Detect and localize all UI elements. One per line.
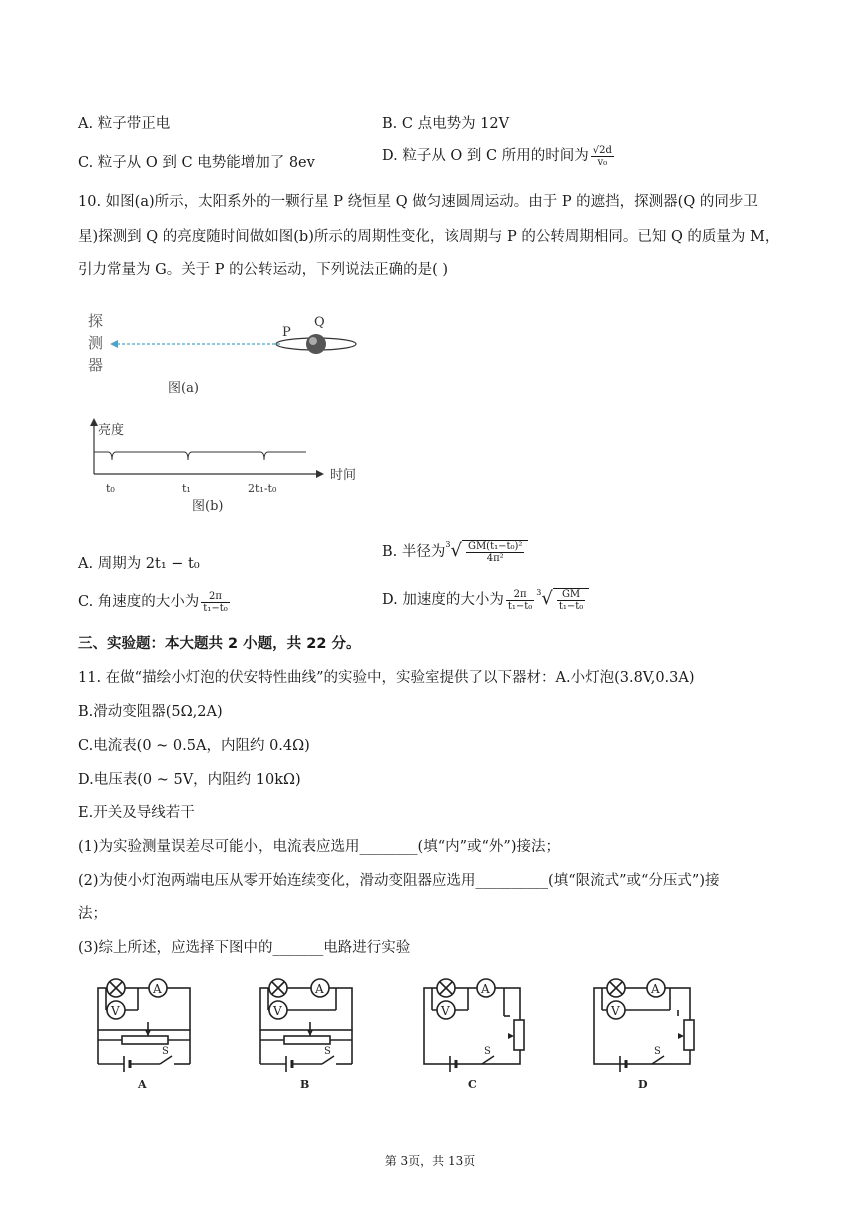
y-axis-arrow-icon: [90, 418, 98, 426]
ammeter-label: A: [651, 982, 660, 996]
q10-option-a: A. 周期为 2t₁ − t₀: [78, 556, 200, 572]
star-q-label: Q: [314, 315, 325, 330]
page-footer: 第 3页，共 13页: [384, 1154, 476, 1168]
radical-index: 3: [536, 588, 542, 597]
switch-icon: [160, 1056, 172, 1064]
circuit-label-a: A: [138, 1078, 147, 1091]
circuit-diagrams: [90, 972, 770, 1092]
fraction-numerator: √2d: [592, 144, 612, 156]
switch-label: S: [654, 1046, 661, 1057]
q11-subquestion-1: (1)为实验测量误差尽可能小，电流表应选用________(填“内”或“外”)接法；: [78, 839, 561, 855]
x-axis-label: 时间: [330, 468, 357, 483]
radical-sign-icon: √: [541, 588, 553, 609]
voltmeter-label: V: [111, 1004, 120, 1018]
voltmeter-label: V: [273, 1004, 282, 1018]
q10-stem-line-1: 10. 如图(a)所示，太阳系外的一颗行星 P 绕恒星 Q 做匀速圆周运动。由于 P 的遮挡，探测器(Q 的同步卫: [78, 194, 758, 210]
radicand-fraction: [557, 589, 585, 612]
circuit-a: [98, 979, 190, 1091]
q10-option-c-prefix: C. 角速度的大小为: [78, 594, 200, 610]
q10-option-b: [382, 540, 528, 564]
circuit-c: [424, 979, 524, 1091]
voltmeter-label: V: [441, 1004, 450, 1018]
q10-option-b-prefix: B. 半径为: [382, 544, 446, 560]
fraction-denominator: v₀: [597, 156, 608, 168]
switch-icon: [482, 1056, 494, 1064]
fraction-numerator: GM(t₁−t₀)²: [467, 541, 523, 552]
q11-item-e: E.开关及导线若干: [78, 805, 195, 821]
radicand: [553, 588, 589, 612]
q9-option-c: C. 粒子从 O 到 C 电势能增加了 8ev: [78, 155, 315, 171]
circuit-d: [594, 979, 694, 1091]
fraction-numerator: 2π: [506, 589, 534, 601]
switch-icon: [322, 1056, 334, 1064]
radical-sign-icon: √: [450, 540, 462, 561]
figure-a-detector-char-2: 测: [88, 334, 104, 352]
q10-stem-line-3: 引力常量为 G。关于 P 的公转运动，下列说法正确的是( ): [78, 262, 449, 278]
tick-label-t1: t₁: [182, 482, 191, 495]
q10-option-d: [382, 588, 589, 612]
fraction-denominator: t₁−t₀: [507, 600, 533, 612]
fraction-numerator: GM: [557, 589, 585, 601]
switch-icon: [652, 1056, 664, 1064]
q9-option-d-fraction: [591, 145, 614, 168]
star-q-highlight: [309, 337, 317, 345]
circuit-label-d: D: [638, 1078, 648, 1091]
q9-option-d-prefix: D. 粒子从 O 到 C 所用的时间为: [382, 148, 589, 164]
q10-stem-line-2: 星)探测到 Q 的亮度随时间做如图(b)所示的周期性变化，该周期与 P 的公转周期相同。已知 Q 的质量为 M，: [78, 229, 780, 245]
y-axis-label: 亮度: [98, 423, 125, 438]
q11-item-d: D.电压表(0 ~ 5V，内阻约 10kΩ): [78, 772, 301, 788]
rheostat-icon: [284, 1036, 330, 1044]
q9-option-a: A. 粒子带正电: [78, 116, 171, 132]
ammeter-label: A: [315, 982, 324, 996]
voltmeter-label: V: [611, 1004, 620, 1018]
figure-a-caption: 图(a): [168, 381, 199, 396]
star-q-sphere: [306, 334, 326, 354]
switch-label: S: [162, 1046, 169, 1057]
circuit-b: [260, 979, 352, 1091]
fraction-denominator: 4π²: [486, 553, 504, 564]
rheostat-icon: [684, 1020, 694, 1050]
q10-option-d-fraction: [506, 589, 534, 612]
figure-b-caption: 图(b): [192, 499, 224, 514]
fraction-denominator: t₁−t₀: [558, 601, 584, 612]
circuit-wire-loop: [424, 988, 520, 1064]
circuit-label-b: B: [300, 1078, 310, 1091]
ammeter-label: A: [481, 982, 490, 996]
figure-a-orbit-diagram: [82, 306, 372, 406]
q11-item-b: B.滑动变阻器(5Ω,2A): [78, 704, 223, 720]
switch-label: S: [324, 1046, 331, 1057]
radicand: [462, 540, 528, 564]
x-axis-arrow-icon: [316, 470, 324, 478]
q9-option-d: [382, 144, 616, 168]
radical-index: 3: [445, 540, 451, 549]
rheostat-icon: [514, 1020, 524, 1050]
ammeter-label: A: [153, 982, 162, 996]
planet-p-label: P: [282, 325, 291, 340]
fraction-denominator: t₁−t₀: [203, 602, 228, 614]
q10-option-d-prefix: D. 加速度的大小为: [382, 592, 504, 608]
figure-a-detector-char-1: 探: [88, 312, 104, 330]
q11-item-c: C.电流表(0 ~ 0.5A，内阻约 0.4Ω): [78, 738, 310, 754]
fraction-numerator: 2π: [201, 591, 229, 603]
q11-subquestion-2: (2)为使小灯泡两端电压从零开始连续变化，滑动变阻器应选用__________(填“限流式”或“分压式”)接: [78, 873, 720, 889]
switch-label: S: [484, 1046, 491, 1057]
rheostat-icon: [122, 1036, 168, 1044]
light-path-arrow-icon: [110, 340, 118, 348]
q10-option-c: [78, 590, 232, 614]
tick-label-t0: t₀: [106, 482, 115, 495]
q9-option-b: B. C 点电势为 12V: [382, 116, 510, 132]
circuit-label-c: C: [468, 1078, 477, 1091]
figure-b-brightness-graph: [82, 412, 372, 520]
q11-subquestion-3: (3)综上所述，应选择下图中的_______电路进行实验: [78, 940, 411, 956]
radicand-fraction: [466, 541, 524, 564]
circuit-wire-loop: [594, 988, 690, 1064]
q11-stem: 11. 在做“描绘小灯泡的伏安特性曲线”的实验中，实验室提供了以下器材：A.小灯泡(3.8V,0.3A): [78, 670, 695, 686]
tick-label-2t1-t0: 2t₁-t₀: [248, 482, 277, 495]
q10-option-c-fraction: [201, 591, 229, 614]
brightness-curve: [94, 452, 306, 460]
q11-subquestion-2-cont: 法；: [78, 906, 107, 922]
figure-a-detector-char-3: 器: [88, 356, 104, 374]
section-heading: 三、实验题：本大题共 2 小题，共 22 分。: [78, 636, 361, 652]
